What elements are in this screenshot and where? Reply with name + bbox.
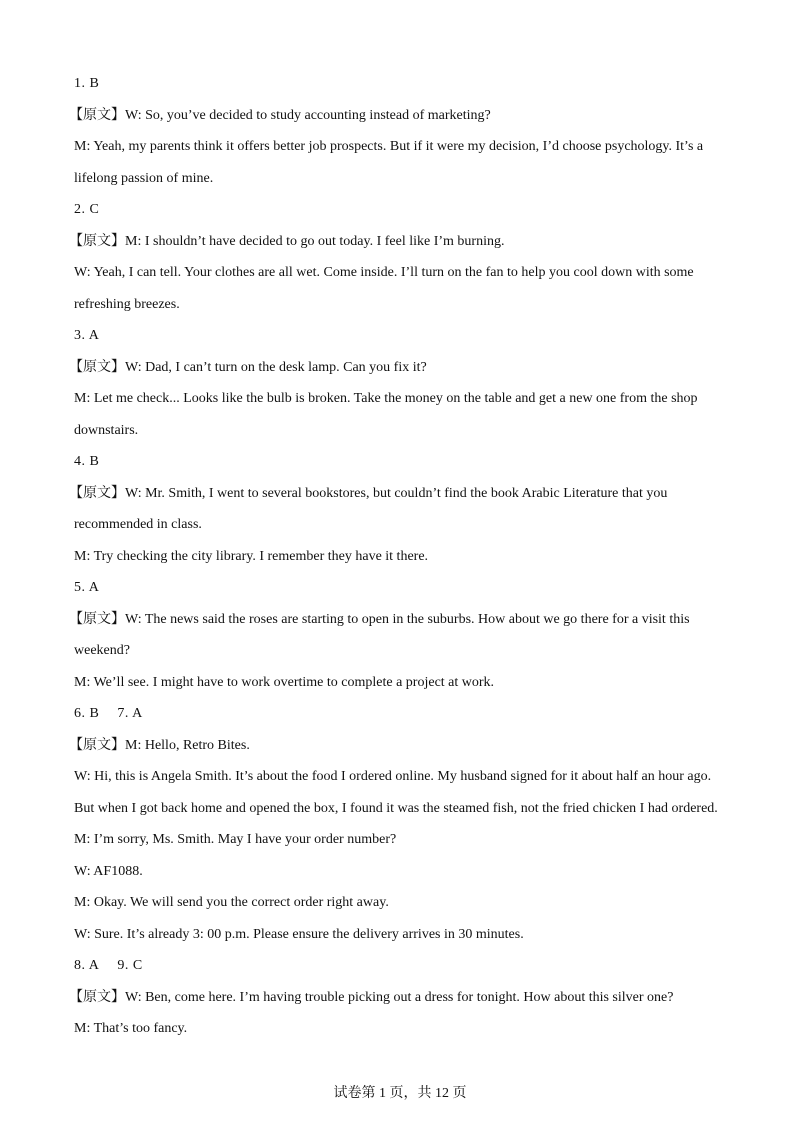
answer-key-content bbox=[69, 68, 754, 1045]
transcript-text: M: Okay. We will send you the correct order right away. bbox=[74, 895, 389, 910]
transcript-text: M: I’m sorry, Ms. Smith. May I have your order number? bbox=[74, 832, 397, 847]
transcript-start-line bbox=[69, 604, 754, 636]
transcript-text: W: Dad, I can’t turn on the desk lamp. Can you fix it? bbox=[125, 359, 427, 375]
answer-line bbox=[74, 950, 754, 982]
transcript-line bbox=[74, 415, 754, 447]
transcript-text: lifelong passion of mine. bbox=[74, 170, 214, 186]
answer-label: 9. C bbox=[117, 958, 143, 973]
transcript-text: M: I shouldn’t have decided to go out today. I feel like I’m burning. bbox=[125, 233, 505, 249]
transcript-tag: 【原文】 bbox=[69, 107, 125, 123]
transcript-text: M: Hello, Retro Bites. bbox=[125, 737, 250, 753]
transcript-text: M: We’ll see. I might have to work overtime to complete a project at work. bbox=[74, 674, 495, 690]
transcript-start-line bbox=[69, 478, 754, 510]
transcript-line bbox=[74, 509, 754, 541]
answer-label: 5. A bbox=[74, 580, 100, 595]
transcript-text: W: Sure. It’s already 3: 00 p.m. Please ensure the delivery arrives in 30 minutes. bbox=[74, 926, 524, 942]
transcript-text: W: AF1088. bbox=[74, 863, 143, 879]
transcript-line bbox=[74, 383, 754, 415]
transcript-tag: 【原文】 bbox=[69, 485, 125, 501]
transcript-text: weekend? bbox=[74, 643, 130, 658]
transcript-line bbox=[74, 919, 754, 951]
transcript-line bbox=[74, 761, 754, 793]
transcript-start-line bbox=[69, 982, 754, 1014]
answer-label: 3. A bbox=[74, 328, 100, 343]
transcript-line bbox=[74, 667, 754, 699]
answer-label: 2. C bbox=[74, 202, 100, 217]
transcript-line bbox=[74, 824, 754, 856]
transcript-line bbox=[74, 289, 754, 321]
transcript-line bbox=[74, 1013, 754, 1045]
transcript-line bbox=[74, 541, 754, 573]
transcript-text: W: So, you’ve decided to study accounting instead of marketing? bbox=[125, 107, 491, 123]
transcript-text: W: Hi, this is Angela Smith. It’s about the food I ordered online. My husband signed for it about half an hour ago. bbox=[74, 769, 712, 784]
transcript-text: W: Yeah, I can tell. Your clothes are all wet. Come inside. I’ll turn on the fan to help you cool down with some bbox=[74, 265, 694, 280]
transcript-tag: 【原文】 bbox=[69, 359, 125, 375]
transcript-tag: 【原文】 bbox=[69, 233, 125, 249]
transcript-line bbox=[74, 793, 754, 825]
transcript-text: refreshing breezes. bbox=[74, 296, 180, 312]
transcript-start-line bbox=[69, 730, 754, 762]
transcript-line bbox=[74, 887, 754, 919]
transcript-text: But when I got back home and opened the box, I found it was the steamed fish, not the fried chicken I had ordered. bbox=[74, 800, 718, 816]
transcript-text: M: Try checking the city library. I remember they have it there. bbox=[74, 548, 429, 564]
transcript-start-line bbox=[69, 226, 754, 258]
answer-label: 6. B bbox=[74, 706, 100, 721]
answer-line bbox=[74, 572, 754, 604]
transcript-text: W: Ben, come here. I’m having trouble picking out a dress for tonight. How about this silver one? bbox=[125, 989, 674, 1005]
page-footer: 试卷第 1 页，共 12 页 bbox=[333, 1086, 467, 1101]
answer-label: 4. B bbox=[74, 454, 100, 469]
transcript-line bbox=[74, 131, 754, 163]
answer-label: 1. B bbox=[74, 76, 100, 91]
transcript-text: recommended in class. bbox=[74, 517, 202, 532]
transcript-text: W: The news said the roses are starting to open in the suburbs. How about we go there for a visit this bbox=[125, 611, 690, 627]
answer-line bbox=[74, 68, 754, 100]
transcript-text: W: Mr. Smith, I went to several bookstores, but couldn’t find the book Arabic Literature that you bbox=[125, 485, 668, 501]
transcript-start-line bbox=[69, 100, 754, 132]
answer-label: 8. A bbox=[74, 958, 100, 973]
answer-line bbox=[74, 446, 754, 478]
answer-label: 7. A bbox=[117, 706, 143, 721]
transcript-text: M: Let me check... Looks like the bulb is broken. Take the money on the table and get a new one from the shop bbox=[74, 391, 698, 406]
answer-line bbox=[74, 320, 754, 352]
answer-line bbox=[74, 698, 754, 730]
transcript-start-line bbox=[69, 352, 754, 384]
transcript-line bbox=[74, 635, 754, 667]
transcript-text: M: That’s too fancy. bbox=[74, 1021, 188, 1036]
transcript-text: downstairs. bbox=[74, 422, 139, 438]
answer-line bbox=[74, 194, 754, 226]
transcript-tag: 【原文】 bbox=[69, 737, 125, 753]
transcript-tag: 【原文】 bbox=[69, 611, 125, 627]
transcript-line bbox=[74, 257, 754, 289]
transcript-line bbox=[74, 856, 754, 888]
transcript-tag: 【原文】 bbox=[69, 989, 125, 1005]
transcript-text: M: Yeah, my parents think it offers better job prospects. But if it were my decision, I’d choose psychology. It’s a bbox=[74, 139, 704, 154]
transcript-line bbox=[74, 163, 754, 195]
